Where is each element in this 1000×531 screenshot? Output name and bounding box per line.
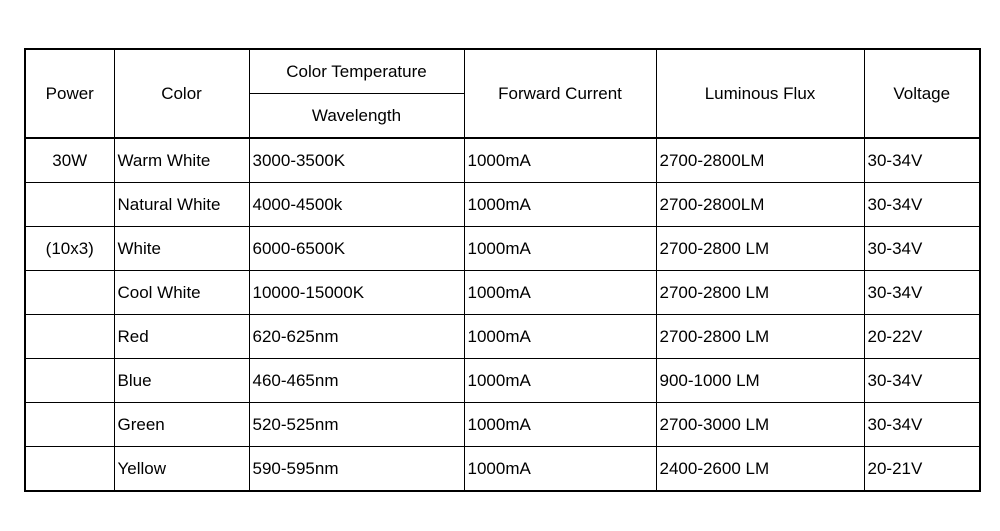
color-cell: Red xyxy=(114,315,249,359)
header-color-temperature: Color Temperature xyxy=(249,49,464,94)
flux-cell: 2700-2800LM xyxy=(656,183,864,227)
power-cell: (10x3) xyxy=(25,227,114,271)
flux-cell: 900-1000 LM xyxy=(656,359,864,403)
current-cell: 1000mA xyxy=(464,403,656,447)
voltage-cell: 30-34V xyxy=(864,271,980,315)
current-cell: 1000mA xyxy=(464,447,656,492)
voltage-cell: 30-34V xyxy=(864,183,980,227)
voltage-cell: 30-34V xyxy=(864,227,980,271)
led-spec-table xyxy=(24,48,981,492)
temperature-cell: 520-525nm xyxy=(249,403,464,447)
power-cell xyxy=(25,183,114,227)
table-row xyxy=(25,315,980,359)
table-row xyxy=(25,138,980,183)
temperature-cell: 6000-6500K xyxy=(249,227,464,271)
temperature-cell: 460-465nm xyxy=(249,359,464,403)
header-wavelength: Wavelength xyxy=(249,94,464,139)
power-cell xyxy=(25,315,114,359)
flux-cell: 2700-2800 LM xyxy=(656,315,864,359)
color-cell: Natural White xyxy=(114,183,249,227)
current-cell: 1000mA xyxy=(464,138,656,183)
power-cell: 30W xyxy=(25,138,114,183)
header-voltage: Voltage xyxy=(864,49,980,138)
table-row xyxy=(25,227,980,271)
color-cell: White xyxy=(114,227,249,271)
table-body xyxy=(25,138,980,491)
flux-cell: 2700-2800 LM xyxy=(656,227,864,271)
header-power: Power xyxy=(25,49,114,138)
color-cell: Yellow xyxy=(114,447,249,492)
flux-cell: 2700-3000 LM xyxy=(656,403,864,447)
flux-cell: 2700-2800 LM xyxy=(656,271,864,315)
header-luminous-flux: Luminous Flux xyxy=(656,49,864,138)
color-cell: Cool White xyxy=(114,271,249,315)
current-cell: 1000mA xyxy=(464,315,656,359)
power-cell xyxy=(25,271,114,315)
header-row xyxy=(25,49,980,94)
current-cell: 1000mA xyxy=(464,183,656,227)
color-cell: Warm White xyxy=(114,138,249,183)
power-cell xyxy=(25,447,114,492)
temperature-cell: 620-625nm xyxy=(249,315,464,359)
temperature-cell: 590-595nm xyxy=(249,447,464,492)
power-cell xyxy=(25,359,114,403)
table-header xyxy=(25,49,980,138)
temperature-cell: 10000-15000K xyxy=(249,271,464,315)
header-color: Color xyxy=(114,49,249,138)
voltage-cell: 30-34V xyxy=(864,138,980,183)
flux-cell: 2400-2600 LM xyxy=(656,447,864,492)
table-row xyxy=(25,447,980,492)
voltage-cell: 30-34V xyxy=(864,403,980,447)
flux-cell: 2700-2800LM xyxy=(656,138,864,183)
power-cell xyxy=(25,403,114,447)
temperature-cell: 4000-4500k xyxy=(249,183,464,227)
header-forward-current: Forward Current xyxy=(464,49,656,138)
color-cell: Green xyxy=(114,403,249,447)
current-cell: 1000mA xyxy=(464,227,656,271)
table-row xyxy=(25,403,980,447)
temperature-cell: 3000-3500K xyxy=(249,138,464,183)
voltage-cell: 30-34V xyxy=(864,359,980,403)
color-cell: Blue xyxy=(114,359,249,403)
table-row xyxy=(25,359,980,403)
table-row xyxy=(25,271,980,315)
voltage-cell: 20-21V xyxy=(864,447,980,492)
table-row xyxy=(25,183,980,227)
current-cell: 1000mA xyxy=(464,271,656,315)
voltage-cell: 20-22V xyxy=(864,315,980,359)
current-cell: 1000mA xyxy=(464,359,656,403)
